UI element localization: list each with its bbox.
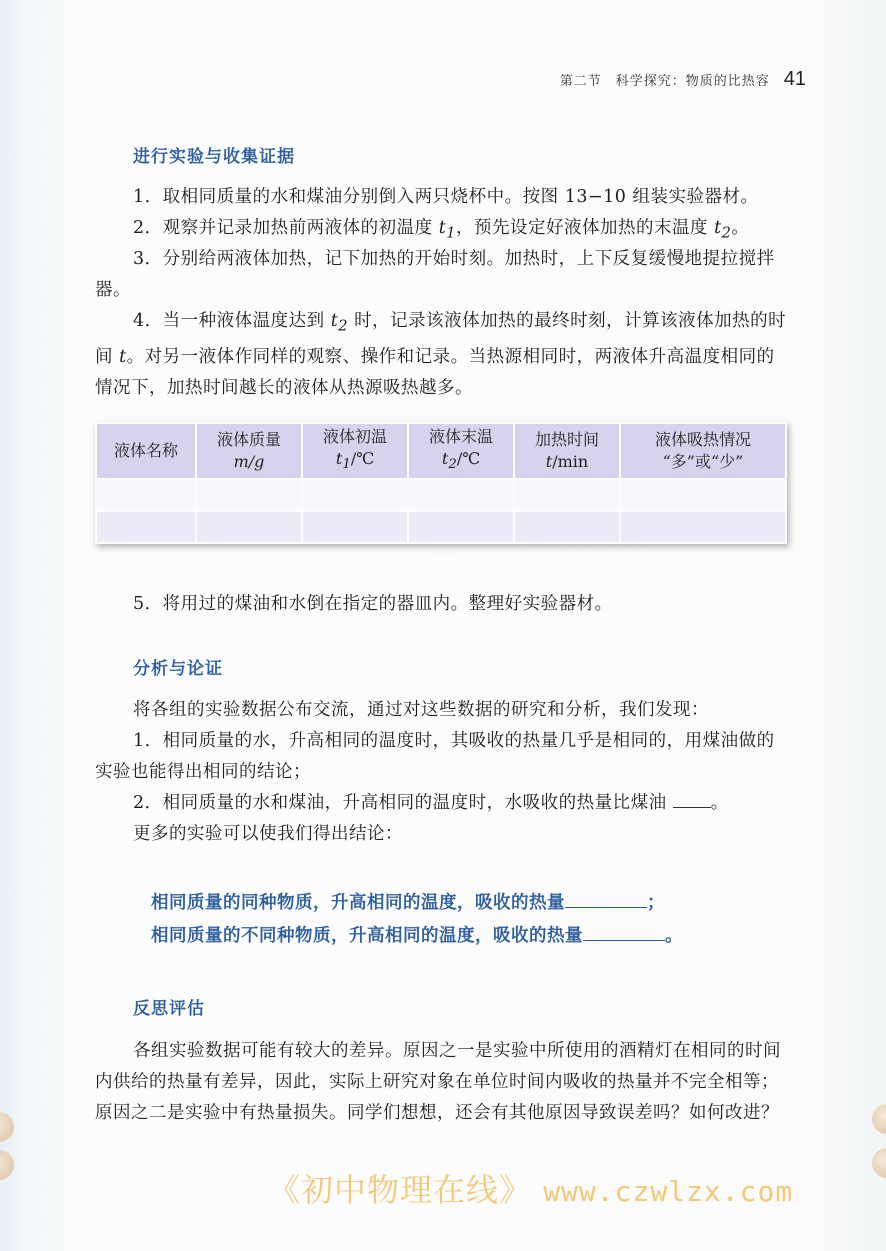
analysis-intro: 将各组的实验数据公布交流，通过对这些数据的研究和分析，我们发现：	[133, 700, 709, 720]
table-cell[interactable]	[621, 480, 785, 510]
conclusion-1-text: 相同质量的同种物质，升高相同的温度，吸收的热量	[151, 893, 565, 913]
col-heat-absorbed	[621, 424, 785, 478]
table-cell[interactable]	[515, 480, 619, 510]
col-heat-absorbed-options: “多”或“少”	[662, 452, 744, 471]
data-table	[95, 422, 787, 544]
col-mass	[197, 424, 301, 478]
col-final-temp	[409, 424, 513, 478]
col-heat-absorbed-label: 液体吸热情况	[654, 430, 751, 449]
col-initial-temp-label: 液体初温	[322, 426, 387, 446]
section-title-reflection: 反思评估	[133, 999, 205, 1019]
var-t2	[714, 218, 732, 242]
header-section-title: 第二节 科学探究：物质的比热容	[559, 74, 770, 89]
col-heating-time-unit: /min	[552, 452, 589, 471]
col-final-temp-unit: /℃	[456, 448, 481, 468]
col-final-temp-var	[441, 448, 457, 473]
table-cell[interactable]	[409, 512, 513, 542]
watermark	[268, 1165, 793, 1211]
var-t2-letter: t	[714, 218, 722, 238]
conclusion-1-end: ；	[647, 893, 665, 913]
analysis-point-1: 1．相同质量的水，升高相同的温度时，其吸收的热量几乎是相同的，用煤油做的实验也能得出相同的结论；	[95, 731, 775, 782]
analysis-more: 更多的实验可以使我们得出结论：	[133, 824, 403, 844]
table-cell[interactable]	[515, 512, 619, 542]
page-header	[560, 68, 806, 91]
binding-hole-right-upper	[872, 1104, 886, 1134]
var-t2b	[330, 311, 349, 335]
var-t2b-letter: t	[330, 311, 339, 331]
fill-blank-2[interactable]	[565, 906, 647, 908]
step-4-text-b: 时，记录该液体加热的最终时刻，计算该液体加热的时间	[95, 311, 787, 367]
step-4-text-c: 。对另一液体作同样的观察、操作和记录。当热源相同时，两液体升高温度相同的情况下，加热时间越长的液体从热源吸热越多。	[95, 346, 775, 398]
col-final-temp-sub: 2	[448, 457, 457, 473]
binding-hole-right-lower	[872, 1148, 886, 1178]
var-t2-sub: 2	[721, 224, 732, 242]
table-row	[97, 512, 785, 542]
fill-blank-1[interactable]	[673, 806, 711, 808]
col-mass-unit: m/g	[233, 452, 265, 471]
var-t2b-sub: 2	[338, 317, 349, 335]
analysis-point-2-end: 。	[710, 793, 729, 813]
step-4-text-a: 4．当一种液体温度达到	[133, 311, 331, 331]
conclusion-2-end: 。	[665, 926, 683, 946]
col-heating-time	[515, 424, 619, 478]
section-title-analysis: 分析与论证	[133, 659, 223, 679]
col-liquid-name	[97, 424, 195, 478]
col-heating-time-label: 加热时间	[534, 430, 599, 449]
step-2-text-c: 。	[731, 218, 750, 238]
table-cell[interactable]	[409, 480, 513, 510]
col-initial-temp-unit: /℃	[350, 448, 375, 468]
analysis-point-2-text: 2．相同质量的水和煤油，升高相同的温度时，水吸收的热量比煤油	[133, 793, 673, 813]
table-cell[interactable]	[97, 512, 195, 542]
section-title-experiment: 进行实验与收集证据	[133, 147, 295, 167]
reflection-paragraph: 各组实验数据可能有较大的差异。原因之一是实验中所使用的酒精灯在相同的时间内供给的热量有差异，因此，实际上研究对象在单位时间内吸收的热量并不完全相等；原因之二是实验中有热量损失。同学们想想，还会有其他原因导致误差吗？如何改进？	[95, 1041, 781, 1123]
step-4	[95, 306, 790, 404]
table-header-row	[97, 424, 785, 478]
watermark-url: www.czwlzx.com	[543, 1175, 794, 1208]
table-cell[interactable]	[197, 512, 301, 542]
conclusion-1	[151, 889, 665, 914]
table-cell[interactable]	[97, 480, 195, 510]
binding-hole-left-lower	[0, 1150, 14, 1180]
table-cell[interactable]	[303, 480, 407, 510]
table-row	[97, 480, 785, 510]
conclusion-2-text: 相同质量的不同种物质，升高相同的温度，吸收的热量	[151, 926, 583, 946]
analysis-point-2	[95, 788, 790, 819]
col-liquid-name-label: 液体名称	[113, 441, 178, 460]
col-initial-temp-var	[335, 448, 351, 473]
conclusion-2	[151, 922, 683, 947]
page-number: 41	[783, 68, 806, 90]
binding-hole-left-upper	[0, 1112, 14, 1142]
step-2-text-b: ，预先设定好液体加热的末温度	[456, 218, 715, 238]
col-final-temp-letter: t	[441, 448, 449, 468]
table-cell[interactable]	[621, 512, 785, 542]
var-t1-letter: t	[438, 218, 447, 238]
var-t: t	[119, 346, 127, 367]
var-t1	[438, 218, 457, 242]
step-2-text-a: 2．观察并记录加热前两液体的初温度	[133, 218, 439, 238]
step-3: 3．分别给两液体加热，记下加热的开始时刻。加热时，上下反复缓慢地提拉搅拌器。	[95, 249, 775, 300]
col-initial-temp-sub: 1	[342, 457, 351, 473]
col-final-temp-label: 液体末温	[428, 426, 493, 446]
watermark-name: 《初中物理在线》	[268, 1171, 533, 1209]
col-mass-label: 液体质量	[216, 430, 281, 449]
var-t1-sub: 1	[446, 224, 457, 242]
table-cell[interactable]	[303, 512, 407, 542]
step-5: 5．将用过的煤油和水倒在指定的器皿内。整理好实验器材。	[133, 594, 613, 614]
col-heating-time-var: t	[545, 452, 553, 471]
col-initial-temp-letter: t	[335, 448, 343, 468]
col-initial-temp	[303, 424, 407, 478]
table-cell[interactable]	[197, 480, 301, 510]
step-1: 1．取相同质量的水和煤油分别倒入两只烧杯中。按图 13−10 组装实验器材。	[133, 187, 759, 207]
fill-blank-3[interactable]	[583, 939, 665, 941]
